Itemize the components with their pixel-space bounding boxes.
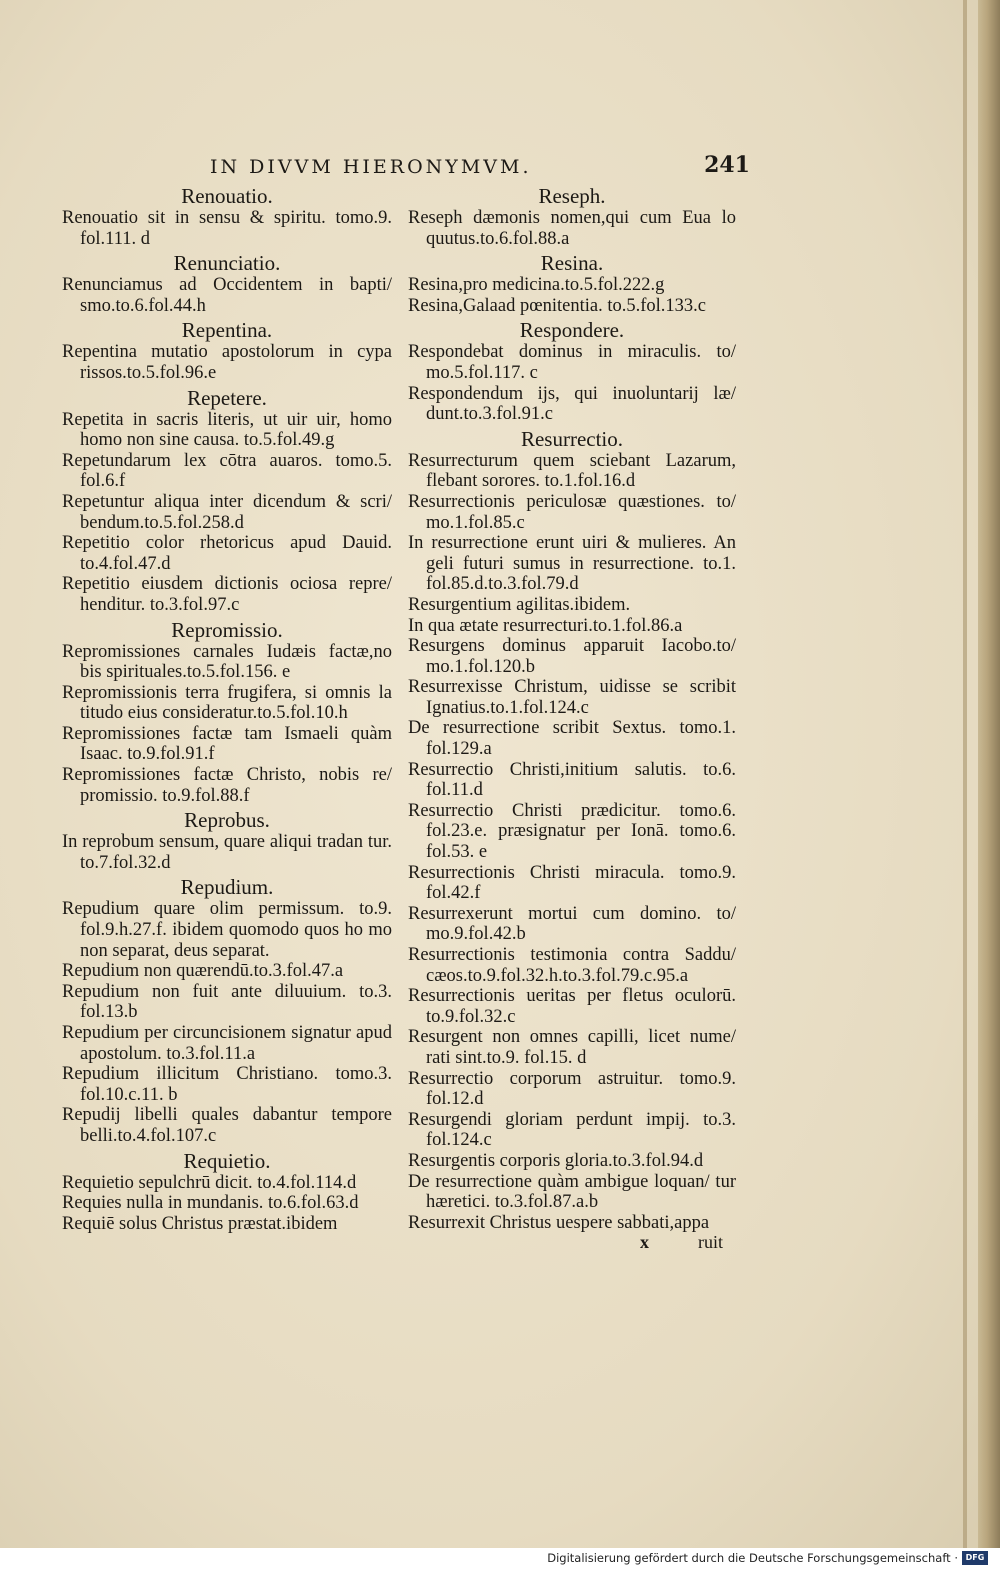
index-entry: Resurrexit Christus uespere sabbati,appa xyxy=(408,1212,710,1233)
index-entry: Repetitio eiusdem dictionis ociosa repre/ henditur. to.3.fol.97.c xyxy=(62,574,392,615)
page-gutter-shadow xyxy=(963,0,967,1548)
index-entry: Requietio sepulchrū dicit. to.4.fol.114.d xyxy=(62,1172,357,1193)
index-entry: Requiē solus Christus præstat.ibidem xyxy=(62,1213,338,1234)
index-entry: Repetita in sacris literis, ut uir uir, homo homo non sine causa. to.5.fol.49.g xyxy=(62,409,392,451)
index-heading: Reprobus. xyxy=(184,808,270,833)
index-entry: De resurrectione scribit Sextus. tomo.1. fol.129.a xyxy=(408,718,736,760)
index-entry: Resurgendi gloriam perdunt impij. to.3. fol.124.c xyxy=(408,1109,736,1151)
index-entry: Respondendum ijs, qui inuoluntarij læ/ dunt.to.3.fol.91.c xyxy=(408,383,736,425)
index-entry: Repromissiones factæ Christo, nobis re/ promissio. to.9.fol.88.f xyxy=(62,765,392,806)
index-heading: Respondere. xyxy=(519,318,625,343)
index-entry: Resurrexerunt mortui cum domino. to/ mo.9.fol.42.b xyxy=(408,903,736,945)
index-entry: Resurrectio Christi,initium salutis. to.6. fol.11.d xyxy=(408,759,736,801)
index-heading: Repetere. xyxy=(187,385,267,410)
index-entry: Repetundarum lex cōtra auaros. tomo.5. fol.6.f xyxy=(62,450,392,492)
index-entry: Resurgentium agilitas.ibidem. xyxy=(408,594,631,615)
index-entry: Resurgens dominus apparuit Iacobo.to/ mo.1.fol.120.b xyxy=(408,636,736,677)
index-entry: Resurrectionis periculosæ quæstiones. to/ mo.1.fol.85.c xyxy=(408,491,736,533)
dfg-credit: Digitalisierung gefördert durch die Deutsche Forschungsgemeinschaft · xyxy=(547,1551,958,1565)
running-head xyxy=(210,152,750,182)
index-column-right xyxy=(408,182,736,1233)
index-entry: Resurrectionis ueritas per fletus oculorū. to.9.fol.32.c xyxy=(408,986,736,1027)
index-entry: Resurrectionis testimonia contra Saddu/ cæos.to.9.fol.32.h.to.3.fol.79.c.95.a xyxy=(408,945,736,986)
index-entry: In reprobum sensum, quare aliqui tradan tur. to.7.fol.32.d xyxy=(62,832,392,873)
index-entry: De resurrectione quàm ambigue loquan/ tur hæretici. to.3.fol.87.a.b xyxy=(408,1171,736,1213)
index-heading: Requietio. xyxy=(183,1148,271,1173)
index-heading: Resurrectio. xyxy=(520,426,624,451)
index-heading: Reseph. xyxy=(538,184,606,208)
folio-number: 241 xyxy=(704,152,750,178)
index-entry: Repentina mutatio apostolorum in cypa rissos.to.5.fol.96.e xyxy=(62,342,392,383)
index-entry: Repudij libelli quales dabantur tempore belli.to.4.fol.107.c xyxy=(62,1105,392,1146)
index-heading: Resina. xyxy=(540,251,604,276)
index-entry: Resina,Galaad pœnitentia. to.5.fol.133.c xyxy=(408,295,706,316)
index-entry: Resurgentis corporis gloria.to.3.fol.94.d xyxy=(408,1150,704,1171)
index-column-left xyxy=(62,182,392,1234)
index-heading: Repromissio. xyxy=(171,617,283,642)
index-entry: Repromissiones carnales Iudæis factæ,no bis spirituales.to.5.fol.156. e xyxy=(62,641,392,683)
index-entry: Renunciamus ad Occidentem in bapti/ smo.to.6.fol.44.h xyxy=(62,275,392,316)
index-entry: In resurrectione erunt uiri & mulieres. An geli futuri sumus in resurrectione. to.1. fol.85.d.to.3.fol.79.d xyxy=(408,533,736,595)
signature-mark: x xyxy=(640,1232,649,1252)
index-entry: Resurrecturum quem sciebant Lazarum, flebant sorores. to.1.fol.16.d xyxy=(408,450,736,492)
page-fore-edge xyxy=(978,0,1000,1548)
index-heading: Renouatio. xyxy=(181,184,273,208)
index-entry: Repudium quare olim permissum. to.9. fol.9.h.27.f. ibidem quomodo quos ho mo non separat, deus separat. xyxy=(62,899,392,961)
dfg-logo: DFG xyxy=(962,1551,988,1565)
index-heading: Repentina. xyxy=(181,318,273,343)
index-entry: Reseph dæmonis nomen,qui cum Eua lo quutus.to.6.fol.88.a xyxy=(408,208,736,249)
index-entry: Resurrexisse Christum, uidisse se scribit Ignatius.to.1.fol.124.c xyxy=(408,677,736,718)
running-title: IN DIVVM HIERONYMVM. xyxy=(210,156,532,178)
index-entry: Repromissiones factæ tam Ismaeli quàm Isaac. to.9.fol.91.f xyxy=(62,723,392,765)
catchword: ruit xyxy=(698,1232,723,1252)
index-entry: Requies nulla in mundanis. to.6.fol.63.d xyxy=(62,1193,359,1214)
index-entry: Respondebat dominus in miraculis. to/ mo.5.fol.117. c xyxy=(408,342,736,383)
index-entry: Renouatio sit in sensu & spiritu. tomo.9. fol.111. d xyxy=(62,208,392,249)
index-entry: Repetitio color rhetoricus apud Dauid. to.4.fol.47.d xyxy=(62,533,392,574)
index-entry: Repudium per circuncisionem signatur apud apostolum. to.3.fol.11.a xyxy=(62,1023,392,1064)
index-entry: Repetuntur aliqua inter dicendum & scri/ bendum.to.5.fol.258.d xyxy=(62,491,392,533)
index-entry: Repudium illicitum Christiano. tomo.3. fol.10.c.11. b xyxy=(62,1064,392,1105)
index-heading: Renunciatio. xyxy=(173,251,281,276)
index-entry: Repudium non quærendū.to.3.fol.47.a xyxy=(62,961,344,982)
index-entry: Resurgent non omnes capilli, licet nume/ rati sint.to.9. fol.15. d xyxy=(408,1027,736,1068)
index-heading: Repudium. xyxy=(180,875,274,900)
index-entry: Resurrectionis Christi miracula. tomo.9. fol.42.f xyxy=(408,862,736,904)
index-entry: In qua ætate resurrecturi.to.1.fol.86.a xyxy=(408,615,683,636)
index-entry: Resurrectio corporum astruitur. tomo.9. fol.12.d xyxy=(408,1068,736,1110)
index-entry: Repudium non fuit ante diluuium. to.3. fol.13.b xyxy=(62,981,392,1023)
index-entry: Resina,pro medicina.to.5.fol.222.g xyxy=(408,275,665,296)
index-entry: Repromissionis terra frugifera, si omnis la titudo eius consideratur.to.5.fol.10.h xyxy=(62,682,392,724)
index-entry: Resurrectio Christi prædicitur. tomo.6. fol.23.e. præsignatur per Ionā. tomo.6. fol.53. e xyxy=(408,800,736,863)
